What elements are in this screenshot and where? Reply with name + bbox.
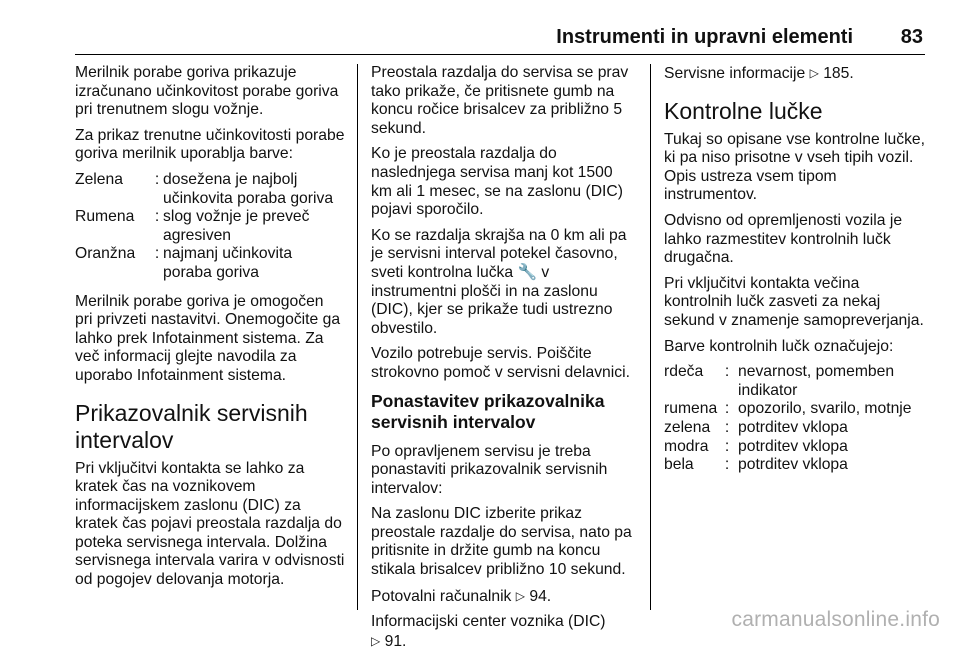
- definition-row: [664, 363, 930, 400]
- page-header: [75, 26, 925, 55]
- column-divider-2: [650, 64, 651, 610]
- definition-term: Zelena: [75, 170, 123, 188]
- definition-description: potrditev vklopa: [738, 418, 848, 436]
- definition-colon: :: [724, 418, 730, 436]
- reference-page: 185.: [823, 65, 854, 82]
- wrench-icon: 🔧: [517, 263, 538, 281]
- paragraph-text: Ko se razdalja skrajša na 0 km ali pa je servisni interval potekel časovno, sveti kontrolna lučka: [371, 226, 627, 281]
- paragraph: Za prikaz trenutne učinkovitosti porabe goriva merilnik uporablja barve:: [75, 126, 345, 163]
- definition-row: [664, 438, 930, 457]
- column-1: [75, 64, 345, 597]
- definition-colon: :: [154, 170, 160, 188]
- column-divider-1: [357, 64, 358, 610]
- paragraph: [371, 227, 637, 339]
- definition-colon: :: [724, 456, 730, 474]
- color-definition-list: [664, 363, 930, 475]
- reference-page: 94.: [529, 587, 552, 605]
- definition-description: dosežena je najbolj učinkovita poraba goriva: [163, 170, 334, 207]
- paragraph: Tukaj so opisane vse kontrolne lučke, ki pa niso prisotne v vseh tipih vozil. Opis ustreza vsem tipom instrumentov.: [664, 130, 926, 204]
- definition-description: nevarnost, pomemben indikator: [738, 363, 895, 399]
- definition-description: najmanj učinkovita poraba goriva: [163, 245, 293, 281]
- paragraph: Na zaslonu DIC izberite prikaz preostale razdalje do servisa, nato pa pritisnite in držite gumb na koncu stikala brisalcev približno 10 sekund.: [371, 505, 632, 579]
- header-title: Instrumenti in upravni elementi: [556, 26, 853, 48]
- cross-reference[interactable]: [664, 64, 930, 84]
- definition-colon: :: [154, 208, 160, 226]
- color-definition-list: [75, 171, 345, 283]
- definition-description: slog vožnje je preveč agresiven: [163, 208, 310, 244]
- paragraph: Pri vključitvi kontakta se lahko za kratek čas na voznikovem informacijskem zaslonu (DIC) za kratek čas pojavi preostala razdalja do poteka servisnega intervala. Dolžina servisnega intervala varira v odvisnosti od pogojev delovanja motorja.: [75, 459, 345, 589]
- paragraph: Vozilo potrebuje servis. Poiščite strokovno pomoč v servisni delavnici.: [371, 345, 630, 381]
- page-reference-icon: ▷: [371, 633, 381, 648]
- subsection-heading: Ponastavitev prikazovalnika servisnih intervalov: [371, 390, 605, 432]
- section-heading: Kontrolne lučke: [664, 97, 823, 124]
- definition-term: zelena: [664, 418, 711, 436]
- definition-row: [75, 171, 345, 208]
- section-heading: Prikazovalnik servisnih intervalov: [75, 399, 308, 453]
- paragraph: Merilnik porabe goriva prikazuje izračunano učinkovitost porabe goriva pri trenutnem slogu vožnje.: [75, 64, 339, 119]
- definition-row: [75, 245, 345, 282]
- definition-term: bela: [664, 456, 694, 474]
- definition-colon: :: [154, 245, 160, 263]
- column-3: [664, 64, 930, 485]
- definition-description: opozorilo, svarilo, motnje: [738, 400, 912, 418]
- definition-term: rdeča: [664, 363, 704, 381]
- reference-text: Potovalni računalnik: [371, 587, 512, 605]
- reference-page: 91.: [384, 632, 407, 650]
- definition-term: modra: [664, 437, 709, 455]
- paragraph: Barve kontrolnih lučk označujejo:: [664, 337, 894, 355]
- paragraph: Merilnik porabe goriva je omogočen pri privzeti nastavitvi. Onemogočite ga lahko prek Infotainment sistema. Za več informacij glejte navodila za uporabo Infotainment sistema.: [75, 292, 341, 384]
- definition-description: potrditev vklopa: [738, 437, 848, 455]
- definition-row: [664, 400, 930, 419]
- page-number: 83: [900, 26, 923, 48]
- watermark: carmanualsonline.info: [731, 608, 940, 631]
- definition-colon: :: [724, 363, 730, 381]
- page-reference-icon: ▷: [515, 588, 525, 603]
- definition-colon: :: [724, 400, 730, 418]
- definition-colon: :: [724, 437, 730, 455]
- paragraph: Preostala razdalja do servisa se prav tako prikaže, če pritisnete gumb na koncu ročice brisalcev za približno 5 sekund.: [371, 64, 629, 137]
- cross-reference[interactable]: [371, 613, 637, 651]
- reference-text: Informacijski center voznika (DIC): [371, 613, 606, 631]
- definition-term: Oranžna: [75, 245, 136, 263]
- definition-row: [664, 419, 930, 438]
- paragraph: Po opravljenem servisu je treba ponastaviti prikazovalnik servisnih intervalov:: [371, 442, 608, 497]
- cross-reference[interactable]: [371, 587, 637, 607]
- page-reference-icon: ▷: [809, 66, 819, 80]
- definition-description: potrditev vklopa: [738, 456, 848, 474]
- definition-term: Rumena: [75, 208, 135, 226]
- column-2: [371, 64, 637, 658]
- paragraph: Pri vključitvi kontakta večina kontrolnih lučk zasveti za nekaj sekund v znamenje samopreverjanja.: [664, 274, 924, 329]
- paragraph: Ko je preostala razdalja do naslednjega servisa manj kot 1500 km ali 1 mesec, se na zaslonu (DIC) pojavi sporočilo.: [371, 145, 623, 219]
- definition-row: [75, 208, 345, 245]
- paragraph-text: v instrumentni plošči in na zaslonu (DIC), kjer se prikaže tudi ustrezno obvestilo.: [371, 263, 613, 337]
- paragraph: Odvisno od opremljenosti vozila je lahko razmestitev kontrolnih lučk drugačna.: [664, 211, 903, 267]
- reference-text: Servisne informacije: [664, 65, 806, 82]
- definition-term: rumena: [664, 400, 718, 418]
- definition-row: [664, 456, 930, 475]
